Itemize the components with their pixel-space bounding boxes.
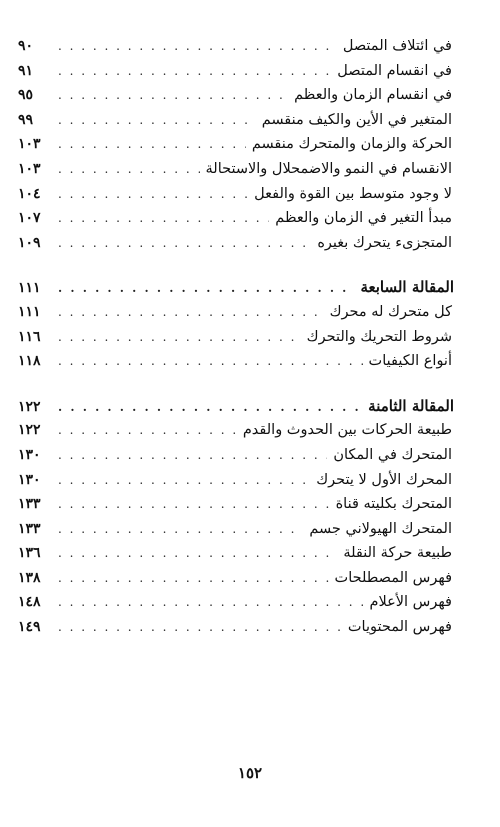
section-gap — [18, 255, 454, 275]
toc-entry — [18, 492, 454, 517]
toc-entry-title: طبيعة الحركات بين الحدوث والقدم — [242, 422, 452, 439]
toc-entry-title: فهرس الأعلام — [369, 594, 452, 611]
leader-dots — [58, 34, 337, 59]
leader-dots — [58, 59, 331, 84]
toc-entry-title: طبيعة حركة النقلة — [343, 545, 452, 562]
toc-index-entry — [18, 566, 454, 591]
toc-entry-page: ١٠٩ — [18, 234, 41, 251]
toc-entry-title: في انقسام المتصل — [337, 62, 452, 79]
leader-dots — [58, 349, 363, 374]
leader-dots — [58, 325, 301, 350]
toc-entry-title: المحرك الأول لا يتحرك — [316, 471, 452, 488]
toc-entry-title: في ائتلاف المتصل — [342, 38, 452, 54]
toc-entry-page: ١٠٧ — [18, 210, 41, 227]
leader-dots — [58, 590, 363, 615]
toc-entry — [18, 182, 454, 207]
toc-entry — [18, 349, 454, 374]
section-heading-page: ١٢٢ — [18, 398, 41, 415]
table-of-contents — [18, 34, 454, 640]
leader-dots — [58, 132, 246, 157]
toc-entry-title: شروط التحريك والتحرك — [306, 328, 452, 345]
leader-dots — [58, 517, 303, 542]
toc-entry — [18, 132, 454, 157]
toc-entry-title: الانقسام في النمو والاضمحلال والاستحالة — [205, 160, 452, 177]
toc-entry-title: مبدأ التغير في الزمان والعظم — [275, 210, 452, 227]
toc-entry — [18, 443, 454, 468]
toc-entry — [18, 325, 454, 350]
toc-entry — [18, 206, 454, 231]
leader-dots — [58, 231, 311, 256]
toc-entry — [18, 517, 454, 542]
toc-entry-title: المتغير في الأين والكيف منقسم — [261, 111, 452, 128]
leader-dots — [58, 157, 200, 182]
toc-entry-page: ١٤٨ — [18, 594, 41, 611]
leader-dots — [58, 206, 269, 231]
leader-dots — [58, 276, 354, 301]
toc-entry-title: فهرس المحتويات — [347, 619, 452, 636]
toc-entry — [18, 300, 454, 325]
leader-dots — [58, 468, 310, 493]
toc-entry-title: الحركة والزمان والمتحرك منقسم — [251, 136, 452, 153]
leader-dots — [58, 566, 329, 591]
toc-entry-title: في انقسام الزمان والعظم — [294, 87, 452, 104]
toc-entry-title: المتحرك الهيولاني جسم — [309, 520, 452, 537]
toc-entry-page: ٩٥ — [18, 87, 34, 104]
toc-entry-title: أنواع الكيفيات — [368, 353, 452, 370]
leader-dots — [58, 443, 327, 468]
toc-entry-title: المتحرك في المكان — [333, 446, 452, 463]
section-heading-page: ١١١ — [18, 280, 41, 297]
leader-dots — [58, 182, 248, 207]
toc-entry — [18, 108, 454, 133]
toc-entry — [18, 231, 454, 256]
toc-entry-page: ١٤٩ — [18, 619, 41, 636]
toc-section-heading — [18, 394, 454, 419]
toc-entry-page: ١٣٠ — [18, 446, 41, 463]
toc-entry-page: ١١١ — [18, 303, 41, 320]
toc-entry-page: ١٣٦ — [18, 545, 41, 562]
section-gap — [18, 374, 454, 394]
toc-entry — [18, 418, 454, 443]
toc-entry-title: لا وجود متوسط بين القوة والفعل — [254, 185, 452, 202]
leader-dots — [58, 83, 288, 108]
leader-dots — [58, 541, 337, 566]
section-heading-title: المقالة السابعة — [360, 278, 454, 297]
toc-entry-page: ١٣٠ — [18, 471, 41, 488]
toc-entry — [18, 83, 454, 108]
toc-entry — [18, 468, 454, 493]
toc-entry-page: ١٠٣ — [18, 160, 41, 177]
toc-entry-page: ١٠٣ — [18, 136, 41, 153]
leader-dots — [58, 300, 324, 325]
leader-dots — [58, 418, 237, 443]
leader-dots — [58, 108, 256, 133]
toc-entry-page: ٩٩ — [18, 111, 34, 128]
toc-entry-page: ١٠٤ — [18, 185, 41, 202]
page-number: ١٥٢ — [237, 764, 263, 782]
toc-entry-page: ١٢٢ — [18, 422, 41, 439]
toc-entry-page: ٩٠ — [18, 38, 34, 54]
toc-entry — [18, 541, 454, 566]
toc-entry — [18, 59, 454, 84]
toc-entry-page: ١١٦ — [18, 328, 41, 345]
section-heading-title: المقالة الثامنة — [368, 396, 454, 415]
toc-entry — [18, 34, 454, 59]
toc-entry-page: ٩١ — [18, 62, 34, 79]
toc-entry-page: ١٣٣ — [18, 496, 41, 513]
toc-entry-title: فهرس المصطلحات — [334, 569, 452, 586]
toc-entry-title: المتجزىء يتحرك بغيره — [317, 234, 452, 251]
toc-entry-title: كل متحرك له محرك — [329, 303, 452, 320]
toc-entry-title: المتحرك بكليته قناة — [335, 496, 452, 513]
toc-index-entry — [18, 615, 454, 640]
leader-dots — [58, 615, 342, 640]
toc-section-heading — [18, 275, 454, 300]
toc-entry — [18, 157, 454, 182]
leader-dots — [58, 492, 330, 517]
toc-entry-page: ١١٨ — [18, 353, 41, 370]
leader-dots — [58, 395, 362, 420]
toc-entry-page: ١٣٨ — [18, 569, 41, 586]
toc-entry-page: ١٣٣ — [18, 520, 41, 537]
toc-index-entry — [18, 590, 454, 615]
